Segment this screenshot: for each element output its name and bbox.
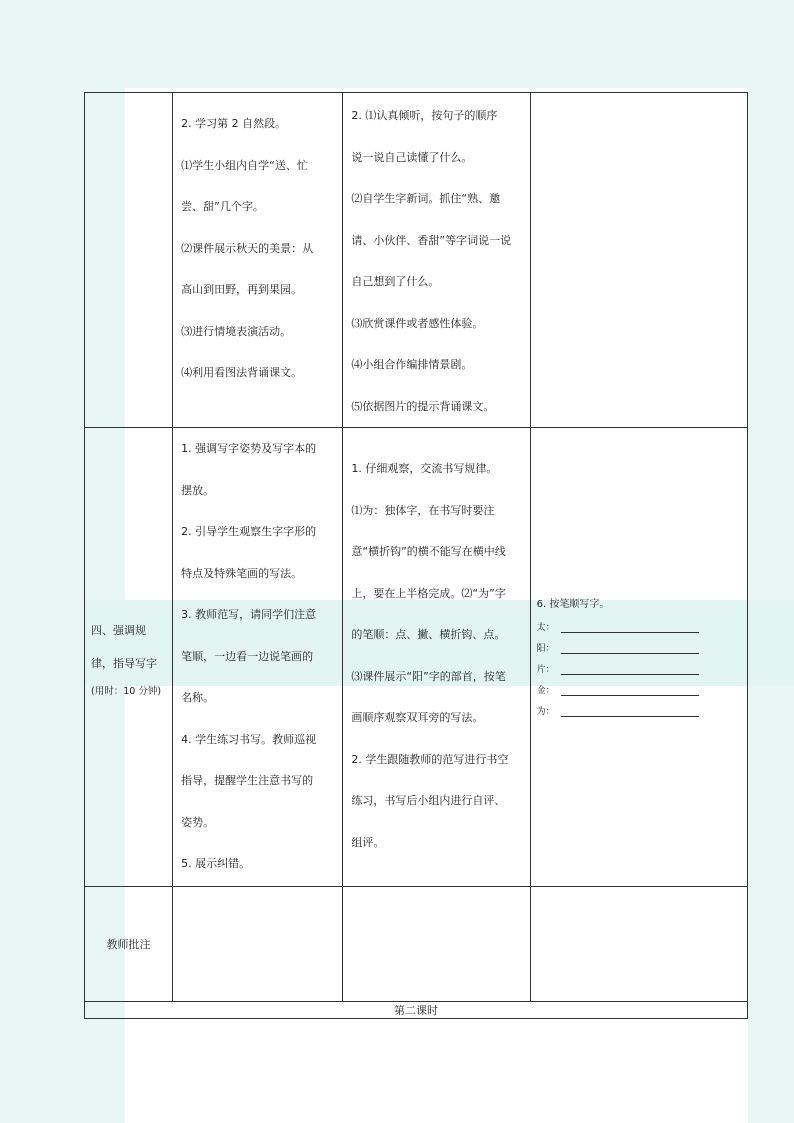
- text-line: 1. 仔细观察，交流书写规律。: [351, 462, 498, 475]
- text-line: 1. 强调写字姿势及写字本的: [181, 442, 317, 455]
- practice-row: [537, 654, 747, 675]
- text-line: 名称。: [181, 691, 215, 704]
- teacher-activity-cell: [173, 428, 343, 887]
- practice-char: 阳：: [536, 643, 555, 654]
- practice-row: [537, 612, 747, 633]
- lesson-plan-table: [84, 92, 748, 1019]
- stage-time: (用时：10 分钟): [91, 686, 162, 697]
- table-row: [85, 93, 748, 428]
- text-line: 2. 学习第 2 自然段。: [181, 117, 287, 130]
- teacher-activity-cell: [173, 93, 343, 428]
- stage-cell: [85, 93, 173, 428]
- text-line: 尝、甜”几个字。: [181, 200, 264, 213]
- teacher-note-label: 教师批注: [85, 887, 173, 1002]
- text-line: ⑵自学生字新词。抓住“熟、邀: [351, 192, 501, 205]
- table-row: [85, 1002, 748, 1019]
- practice-cell: [530, 93, 747, 428]
- text-line: ⑶欣赏课件或者感性体验。: [351, 316, 484, 330]
- practice-char: 片：: [536, 664, 555, 675]
- text-line: 意“横折钩”的横不能写在横中线: [351, 545, 506, 558]
- stage-title-line: 四、强调规: [91, 624, 146, 637]
- text-line: ⑷利用看图法背诵课文。: [181, 366, 303, 379]
- text-line: 自己想到了什么。: [351, 275, 440, 288]
- teacher-note-cell[interactable]: [173, 887, 343, 1002]
- text-line: ⑶课件展示“阳”字的部首，按笔: [351, 669, 506, 683]
- second-lesson-header: 第二课时: [85, 1002, 748, 1019]
- text-line: 练习，书写后小组内进行自评、: [351, 794, 506, 807]
- practice-row: [537, 675, 747, 696]
- text-line: 上，要在上半格完成。⑵“为”字: [351, 586, 506, 600]
- stage-title-line: 律，指导写字: [91, 657, 157, 670]
- text-line: 说一说自己读懂了什么。: [351, 150, 473, 164]
- text-line: ⑷小组合作编排情景剧。: [351, 358, 473, 371]
- writing-line[interactable]: [561, 685, 699, 696]
- practice-char: 太：: [536, 622, 555, 633]
- teacher-note-cell[interactable]: [343, 887, 530, 1002]
- practice-char: 金：: [536, 685, 555, 696]
- text-line: 指导，提醒学生注意书写的: [181, 774, 314, 787]
- practice-title: 6. 按笔顺写字。: [536, 598, 610, 610]
- text-line: 摆放。: [181, 483, 215, 497]
- table-row: [85, 887, 748, 1002]
- text-line: ⑵课件展示秋天的美景：从: [181, 241, 314, 255]
- text-line: ⑴学生小组内自学“送、忙: [181, 158, 308, 172]
- text-line: 2. 引导学生观察生字字形的: [181, 525, 317, 538]
- student-activity-cell: [343, 93, 530, 428]
- text-line: 的笔顺：点、撇、横折钩、点。: [351, 628, 506, 641]
- stage-cell: [85, 428, 173, 887]
- text-line: 组评。: [351, 835, 385, 849]
- student-activity-cell: [343, 428, 530, 887]
- text-line: 3. 教师范写，请同学们注意: [181, 608, 317, 621]
- text-line: 5. 展示纠错。: [181, 857, 251, 870]
- text-line: 4. 学生练习书写。教师巡视: [181, 732, 317, 746]
- text-line: ⑶进行情境表演活动。: [181, 324, 292, 338]
- writing-line[interactable]: [561, 706, 699, 717]
- text-line: 2. ⑴认真倾听，按句子的顺序: [351, 109, 498, 122]
- practice-row: [537, 633, 747, 654]
- writing-line[interactable]: [561, 643, 699, 654]
- text-line: 请、小伙伴、香甜”等字词说一说: [351, 233, 512, 247]
- text-line: ⑸依据图片的提示背诵课文。: [351, 399, 495, 413]
- text-line: 画顺序观察双耳旁的写法。: [351, 711, 484, 724]
- teacher-note-cell[interactable]: [530, 887, 747, 1002]
- text-line: 姿势。: [181, 815, 215, 829]
- table-row: [85, 428, 748, 887]
- text-line: 笔顺，一边看一边说笔画的: [181, 649, 314, 663]
- text-line: ⑴为：独体字，在书写时要注: [351, 503, 495, 517]
- text-line: 2. 学生跟随教师的范写进行书空: [351, 752, 509, 766]
- practice-cell: [530, 428, 747, 887]
- text-line: 高山到田野，再到果园。: [181, 283, 303, 296]
- practice-char: 为：: [536, 706, 555, 717]
- page-background-top: [0, 0, 794, 88]
- practice-row: [537, 696, 747, 717]
- text-line: 特点及特殊笔画的写法。: [181, 566, 303, 580]
- writing-line[interactable]: [561, 622, 699, 633]
- writing-line[interactable]: [561, 664, 699, 675]
